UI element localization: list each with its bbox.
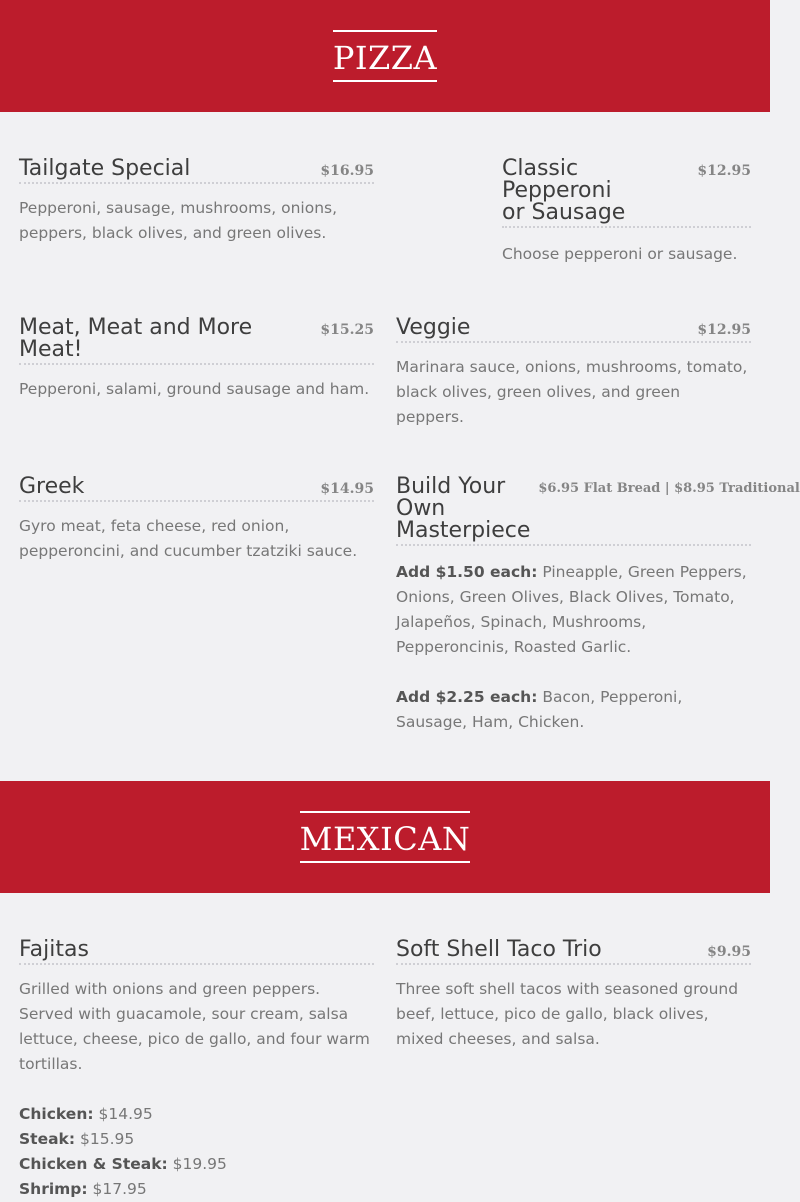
- menu-item-description: Choose pepperoni or sausage.: [502, 245, 738, 263]
- menu-item-header: [19, 476, 374, 502]
- menu-item-name: Greek: [19, 474, 85, 499]
- spacer: [19, 1077, 374, 1102]
- mexican-banner: [0, 781, 770, 893]
- menu-item-name-line1: Classic Pepperoni: [502, 156, 612, 203]
- menu-item-build-your-own: [396, 474, 800, 735]
- menu-item-name: Veggie: [396, 315, 471, 340]
- menu-item-name-line2: Own Masterpiece: [396, 496, 531, 543]
- menu-item-price: $12.95: [697, 163, 751, 179]
- option-row: [19, 1102, 374, 1127]
- menu-item-description: Pepperoni, sausage, mushrooms, onions, peppers, black olives, and green olives.: [19, 199, 338, 242]
- menu-item-name: Meat, Meat and More Meat!: [19, 315, 253, 362]
- mexican-section-title: MEXICAN: [300, 811, 471, 863]
- menu-item-price: $6.95 Flat Bread | $8.95 Traditional: [538, 481, 800, 496]
- menu-item-description: Three soft shell tacos with seasoned ground beef, lettuce, pico de gallo, black olives, mixed cheeses, and salsa.: [396, 980, 739, 1048]
- menu-item-description-text: Grilled with onions and green peppers. Served with guacamole, sour cream, salsa lettuce, cheese, pico de gallo, and four warm tortillas.: [19, 980, 370, 1073]
- menu-item-greek: [19, 476, 374, 564]
- pizza-banner: [0, 0, 770, 112]
- menu-item-veggie: [396, 317, 751, 430]
- menu-item-tailgate-special: [19, 158, 374, 246]
- option-row: [19, 1177, 374, 1202]
- menu-item-description: [396, 560, 751, 735]
- addon-text-2: Bacon, Pepperoni, Sausage, Ham, Chicken.: [396, 688, 683, 731]
- menu-item-description: Gyro meat, feta cheese, red onion, pepperoncini, and cucumber tzatziki sauce.: [19, 517, 358, 560]
- menu-item-price: $16.95: [320, 163, 374, 179]
- menu-item-header: [19, 939, 374, 965]
- menu-item-price: $15.25: [320, 322, 374, 338]
- menu-item-description: Pepperoni, salami, ground sausage and ham.: [19, 380, 370, 398]
- menu-item-meat-meat: [19, 317, 374, 402]
- menu-item-classic-pepperoni: [502, 158, 751, 267]
- option-row: [19, 1127, 374, 1152]
- addon-text-1: Pineapple, Green Peppers, Onions, Green Olives, Black Olives, Tomato, Jalapeños, Spinach, Mushrooms, Pepperoncinis, Roasted Garlic.: [396, 563, 747, 656]
- option-label: Steak:: [19, 1130, 76, 1148]
- option-label: Shrimp:: [19, 1180, 88, 1198]
- option-price: $19.95: [167, 1155, 227, 1173]
- option-row: [19, 1152, 374, 1177]
- menu-item-name-line1: Build Your: [396, 474, 506, 499]
- menu-item-price: $14.95: [320, 481, 374, 497]
- menu-item-header: [502, 158, 751, 228]
- menu-item-soft-shell-taco-trio: [396, 939, 751, 1052]
- spacer: [396, 660, 751, 685]
- menu-item-fajitas: [19, 939, 374, 1202]
- menu-item-header: [396, 317, 751, 343]
- menu-item-price: $9.95: [707, 944, 751, 960]
- mexican-section: [0, 893, 770, 1198]
- menu-item-header: [19, 158, 374, 184]
- pizza-section-title: PIZZA: [333, 30, 437, 82]
- menu-item-name: Soft Shell Taco Trio: [396, 937, 602, 962]
- menu-item-name: Tailgate Special: [19, 156, 191, 181]
- menu-item-name: [396, 476, 530, 542]
- option-label: Chicken:: [19, 1105, 94, 1123]
- menu-item-name-line2: or Sausage: [502, 200, 626, 225]
- menu-item-description: [19, 977, 374, 1202]
- menu-item-price: $12.95: [697, 322, 751, 338]
- menu-item-name: [502, 158, 689, 224]
- menu-item-header: [19, 317, 374, 365]
- menu-item-name: Fajitas: [19, 937, 89, 962]
- option-price: $14.95: [93, 1105, 153, 1123]
- menu-item-description: Marinara sauce, onions, mushrooms, tomato, black olives, green olives, and green peppers.: [396, 358, 748, 426]
- option-price: $15.95: [75, 1130, 135, 1148]
- pizza-section: [0, 112, 800, 781]
- menu-item-header: [396, 474, 800, 546]
- addon-label-1: Add $1.50 each:: [396, 563, 538, 581]
- option-label: Chicken & Steak:: [19, 1155, 168, 1173]
- addon-label-2: Add $2.25 each:: [396, 688, 538, 706]
- option-price: $17.95: [87, 1180, 147, 1198]
- menu-item-header: [396, 939, 751, 965]
